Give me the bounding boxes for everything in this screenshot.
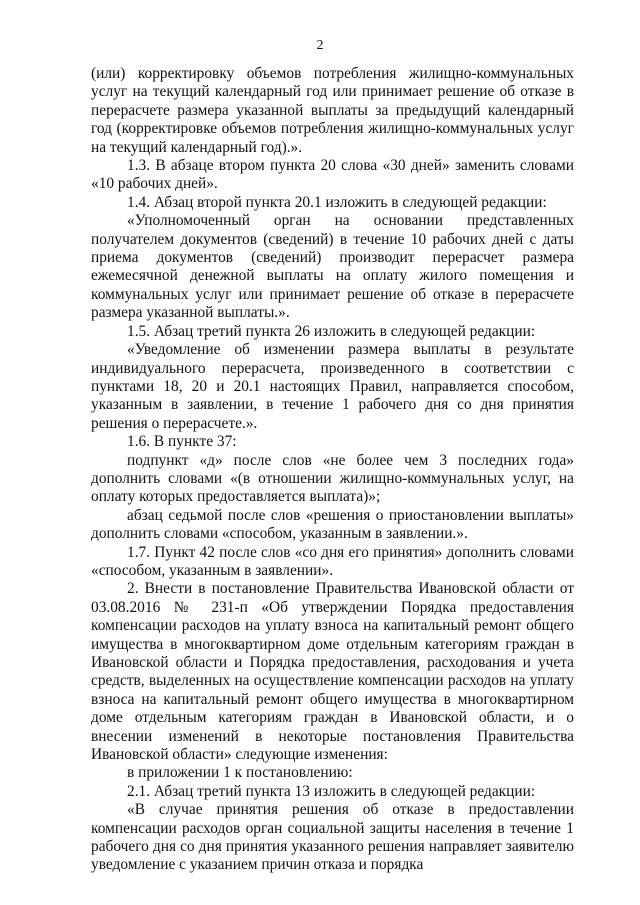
paragraph: (или) корректировку объемов потребления жилищно-коммунальных услуг на текущий календарный год или принимает решение об отказе в перерасчете размера указанной выплаты за предыдущий календарный год (корректировке объемов потребления жилищно-коммунальных услуг на текущий календарный год).». [91, 65, 574, 156]
paragraph: 1.5. Абзац третий пункта 26 изложить в следующей редакции: [127, 322, 536, 340]
paragraph: 2.1. Абзац третий пункта 13 изложить в следующей редакции: [127, 782, 536, 800]
document-body [91, 65, 574, 875]
paragraph: 1.6. В пункте 37: [127, 433, 237, 451]
paragraph: «Уведомление об изменении размера выплаты в результате индивидуального перерасчета, произведенного в соответствии с пунктами 18, 20 и 20.1 настоящих Правил, направляется способом, указанным в заявлении, в течение 1 рабочего дня со дня принятия решения о перерасчете.». [91, 341, 574, 432]
paragraph: 1.7. Пункт 42 после слов «со дня его принятия» дополнить словами «способом, указанным в заявлении». [91, 543, 574, 579]
paragraph: «В случае принятия решения об отказе в предоставлении компенсации расходов орган социальной защиты населения в течение 1 рабочего дня со дня принятия указанного решения направляет заявителю уведомление с указанием причин отказа и порядка [91, 801, 574, 874]
paragraph: «Уполномоченный орган на основании представленных получателем документов (сведений) в течение 10 рабочих дней с даты приема документов (сведений) производит перерасчет размера ежемесячной денежной выплаты на оплату жилого помещения и коммунальных услуг или принимает решение об отказе в перерасчете размера указанной выплаты.». [91, 212, 574, 322]
paragraph: подпункт «д» после слов «не более чем 3 последних года» дополнить словами «(в отношении жилищно-коммунальных услуг, на оплату которых предоставляется выплата)»; [91, 451, 574, 506]
paragraph: 1.4. Абзац второй пункта 20.1 изложить в следующей редакции: [127, 193, 547, 211]
page-number: 2 [316, 38, 324, 53]
paragraph: абзац седьмой после слов «решения о приостановлении выплаты» дополнить словами «способом, указанным в заявлении.». [91, 506, 574, 543]
paragraph: в приложении 1 к постановлению: [127, 764, 353, 782]
paragraph: 1.3. В абзаце втором пункта 20 слова «30 дней» заменить словами «10 рабочих дней». [91, 157, 574, 193]
paragraph: 2. Внести в постановление Правительства Ивановской области от 03.08.2016 № 231-п «Об утверждении Порядка предоставления компенсации расходов на уплату взноса на капитальный ремонт общего имущества в многоквартирном доме отдельным категориям граждан в Ивановской области и Порядка предоставления, расходования и учета средств, выделенных на осуществление компенсации расходов на уплату взноса на капитальный ремонт общего имущества в многоквартирном доме отдельным категориям граждан в Ивановской области, и о внесении изменений в некоторые постановления Правительства Ивановской области» следующие изменения: [91, 580, 574, 764]
